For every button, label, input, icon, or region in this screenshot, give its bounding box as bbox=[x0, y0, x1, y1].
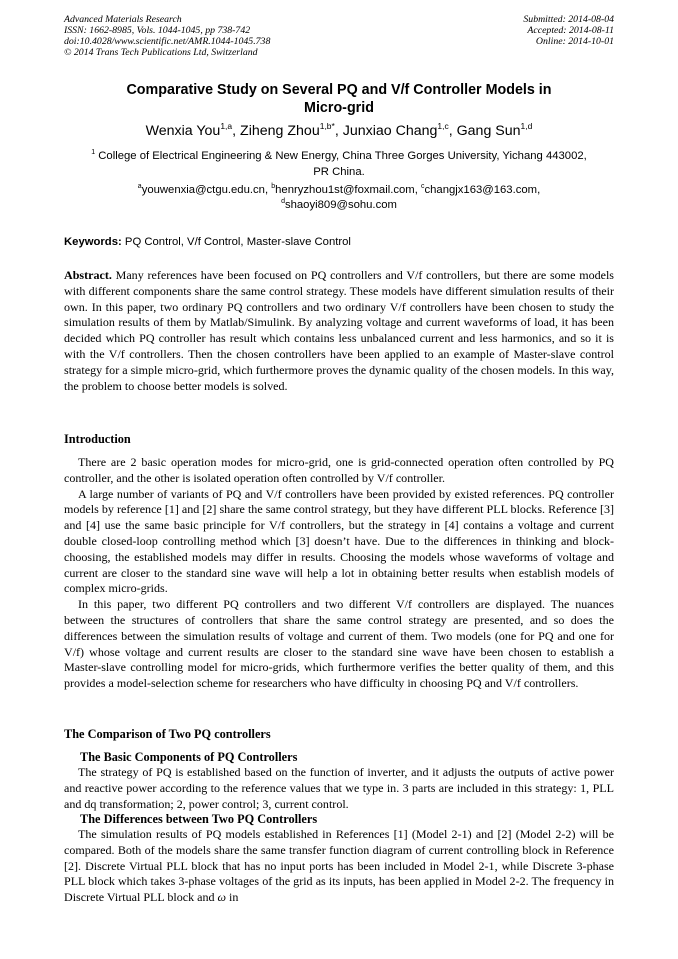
online-date: Online: 2014-10-01 bbox=[535, 36, 614, 47]
keywords-label: Keywords: bbox=[64, 236, 122, 248]
omega-symbol: ω bbox=[217, 890, 227, 905]
affiliation-text-2: PR China. bbox=[313, 166, 365, 178]
journal-name: Advanced Materials Research bbox=[64, 14, 182, 25]
author: Ziheng Zhou$^{1,b*}$, bbox=[240, 121, 343, 139]
paragraph: A large number of variants of PQ and V/f controllers have been provided by existed references. PQ controller models by reference [1] and [2] share the same control strategy, but they have different PLL blocks. Reference [3] and [4] use the same basic principle for V/f controllers, but the strategy in [4] contains a voltage and current double closed-loop controlling method which [3] doesn’t have. Due to the differences in thinking and block-choosing, the established models may differ in results. Choosing the models whose waveforms of voltage and current are closer to the standard sine wave will help a lot in obtaining better results when establish models of complex micro-grids. bbox=[64, 486, 614, 596]
keywords bbox=[64, 235, 614, 249]
affiliation bbox=[64, 148, 614, 180]
author: Wenxia You$^{1,a}$, bbox=[145, 121, 241, 139]
author-list bbox=[64, 121, 614, 141]
author: Gang Sun$^{1,d}$ bbox=[456, 121, 533, 139]
copyright-line: © 2014 Trans Tech Publications Ltd, Switzerland bbox=[64, 47, 258, 58]
paragraph: There are 2 basic operation modes for micro-grid, one is grid-connected operation often controlled by PQ controller, and the other is isolated operation often controlled by V/f controller. bbox=[64, 455, 614, 485]
email[interactable]: $^a$youwenxia@ctgu.edu.cn, bbox=[137, 183, 272, 196]
abstract-label: Abstract. bbox=[64, 268, 112, 282]
email[interactable]: $^c$changjx163@163.com, bbox=[420, 183, 541, 196]
title-line-1: Comparative Study on Several PQ and V/f Controller Models in bbox=[126, 82, 552, 98]
email[interactable]: $^b$henryzhou1st@foxmail.com, bbox=[271, 183, 421, 196]
paper-title bbox=[64, 81, 614, 117]
differences-body bbox=[64, 827, 614, 906]
paragraph: In this paper, two different PQ controllers and two different V/f controllers are displayed. The nuances between the structures of controllers that share the same control strategy are presented, and so does the differences between the simulation results of voltage and current of them. Two models (one for PQ and one for V/f) whose voltage and current results are closer to the standard sine wave have been chosen to establish a Master-slave controlling model for micro-grids, which furthermore verifies the better quality of them, and this provides a model-selection scheme for researchers who have difficulty in choosing PQ and V/f controllers. bbox=[64, 597, 614, 691]
affiliation-text: College of Electrical Engineering & New Energy, China Three Gorges University, Yichang 443002, bbox=[98, 150, 587, 162]
paragraph: The simulation results of PQ models established in References [1] (Model 2-1) and [2] (Model 2-2) will be compared. Both of the models share the same transfer function diagram of current controlling block in Reference [2]. Discrete Virtual PLL block that has no input ports has been included in Model 2-1, while Discrete 3-phase PLL block which takes 3-phase voltages of the grid as its inputs, has been applied in Model 2-2. The frequency in Discrete Virtual PLL block and ω in bbox=[64, 827, 614, 905]
email-list bbox=[64, 183, 614, 213]
author: Junxiao Chang$^{1,c}$, bbox=[342, 121, 457, 139]
introduction-heading: Introduction bbox=[64, 432, 131, 446]
keywords-text: PQ Control, V/f Control, Master-slave Control bbox=[121, 236, 351, 248]
dates-info bbox=[523, 14, 614, 47]
differences-heading: The Differences between Two PQ Controllers bbox=[80, 812, 318, 826]
title-line-2: Micro-grid bbox=[304, 100, 374, 116]
abstract bbox=[64, 268, 614, 394]
journal-info bbox=[64, 14, 270, 58]
basic-components-body bbox=[64, 765, 614, 812]
affiliation-marker: 1 bbox=[91, 149, 96, 156]
introduction-body bbox=[64, 455, 614, 692]
comparison-heading: The Comparison of Two PQ controllers bbox=[64, 727, 271, 741]
issn-line: ISSN: 1662-8985, Vols. 1044-1045, pp 738-742 bbox=[64, 25, 251, 36]
doi-line[interactable]: doi:10.4028/www.scientific.net/AMR.1044-1045.738 bbox=[64, 36, 271, 47]
email[interactable]: $^d$shaoyi809@sohu.com bbox=[281, 198, 397, 211]
basic-components-heading: The Basic Components of PQ Controllers bbox=[80, 750, 298, 764]
submitted-date: Submitted: 2014-08-04 bbox=[523, 14, 614, 25]
abstract-text: Many references have been focused on PQ controllers and V/f controllers, but there are some models with different components share the same control strategy. These models have different simulation results of their own. In this paper, two ordinary PQ controllers and two ordinary V/f controllers have been chosen to study the simulation results of them by Matlab/Simulink. By analyzing voltage and current waveforms of load, it has been decided which PQ controller has result which contains less unbalanced current and less harmonics, and so it is with the V/f controllers. Then the chosen controllers have been applied to an example of Master-slave control strategy for a simple micro-grid, which furthermore proves the dynamic quality of the chosen models. In this way, the problem to choose better models is solved. bbox=[64, 268, 614, 393]
accepted-date: Accepted: 2014-08-11 bbox=[527, 25, 614, 36]
paragraph: The strategy of PQ is established based on the function of inverter, and it adjusts the outputs of active power and reactive power according to the reference values that we type in. 3 parts are included in this strategy: 1, PLL and dq transformation; 2, power control; 3, current control. bbox=[64, 765, 614, 811]
